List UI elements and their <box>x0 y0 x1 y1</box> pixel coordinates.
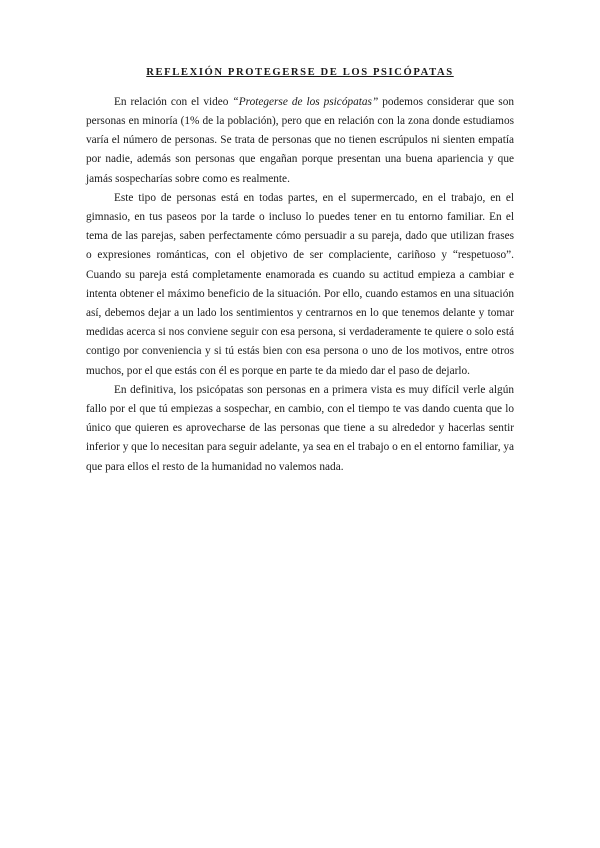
paragraph-2: Este tipo de personas está en todas partes, en el supermercado, en el trabajo, en el gimnasio, en tus paseos por la tarde o incluso lo puedes tener en tu entorno familiar. En el tema de las parejas, saben perfectamente cómo persuadir a su pareja, dado que utilizan frases o expresiones románticas, con el objetivo de ser complaciente, cariñoso y “respetuoso”. Cuando su pareja está completamente enamorada es cuando su actitud empieza a cambiar e intenta obtener el máximo beneficio de la situación. Por ello, cuando estamos en una situación así, debemos dejar a un lado los sentimientos y centrarnos en lo que tenemos delante y tomar medidas acerca si nos conviene seguir con esa persona, si verdaderamente te quiere o solo está contigo por conveniencia y si tú estás bien con esa persona o uno de los motivos, entre otros muchos, por el que estás con él es porque en parte te da miedo dar el paso de dejarlo. <box>86 191 514 377</box>
paragraph-3: En definitiva, los psicópatas son personas en a primera vista es muy difícil verle algún fallo por el que tú empiezas a sospechar, en cambio, con el tiempo te vas dando cuenta que lo único que quieren es aprovecharse de las personas que tiene a su alrededor y hacerlas sentir inferior y que lo necesitan para seguir adelante, ya sea en el trabajo o en el entorno familiar, ya que para ellos el resto de la humanidad no valemos nada. <box>86 383 515 473</box>
document-title: REFLEXIÓN PROTEGERSE DE LOS PSICÓPATAS <box>146 67 454 78</box>
paragraph-1-lead: En relación con el video <box>114 95 233 108</box>
paragraph-1 <box>86 93 514 189</box>
video-title: “Protegerse de los psicópatas” <box>232 95 379 108</box>
document-page <box>86 66 514 477</box>
paragraph-1-rest: podemos considerar que son personas en minoría (1% de la población), pero que en relación con la zona donde estudiamos varía el número de personas. Se trata de personas que no tienen escrúpulos ni sienten empatía por nadie, además son personas que engañan porque presentan una buena apariencia y que jamás sospecharías sobre como es realmente. <box>86 95 514 185</box>
